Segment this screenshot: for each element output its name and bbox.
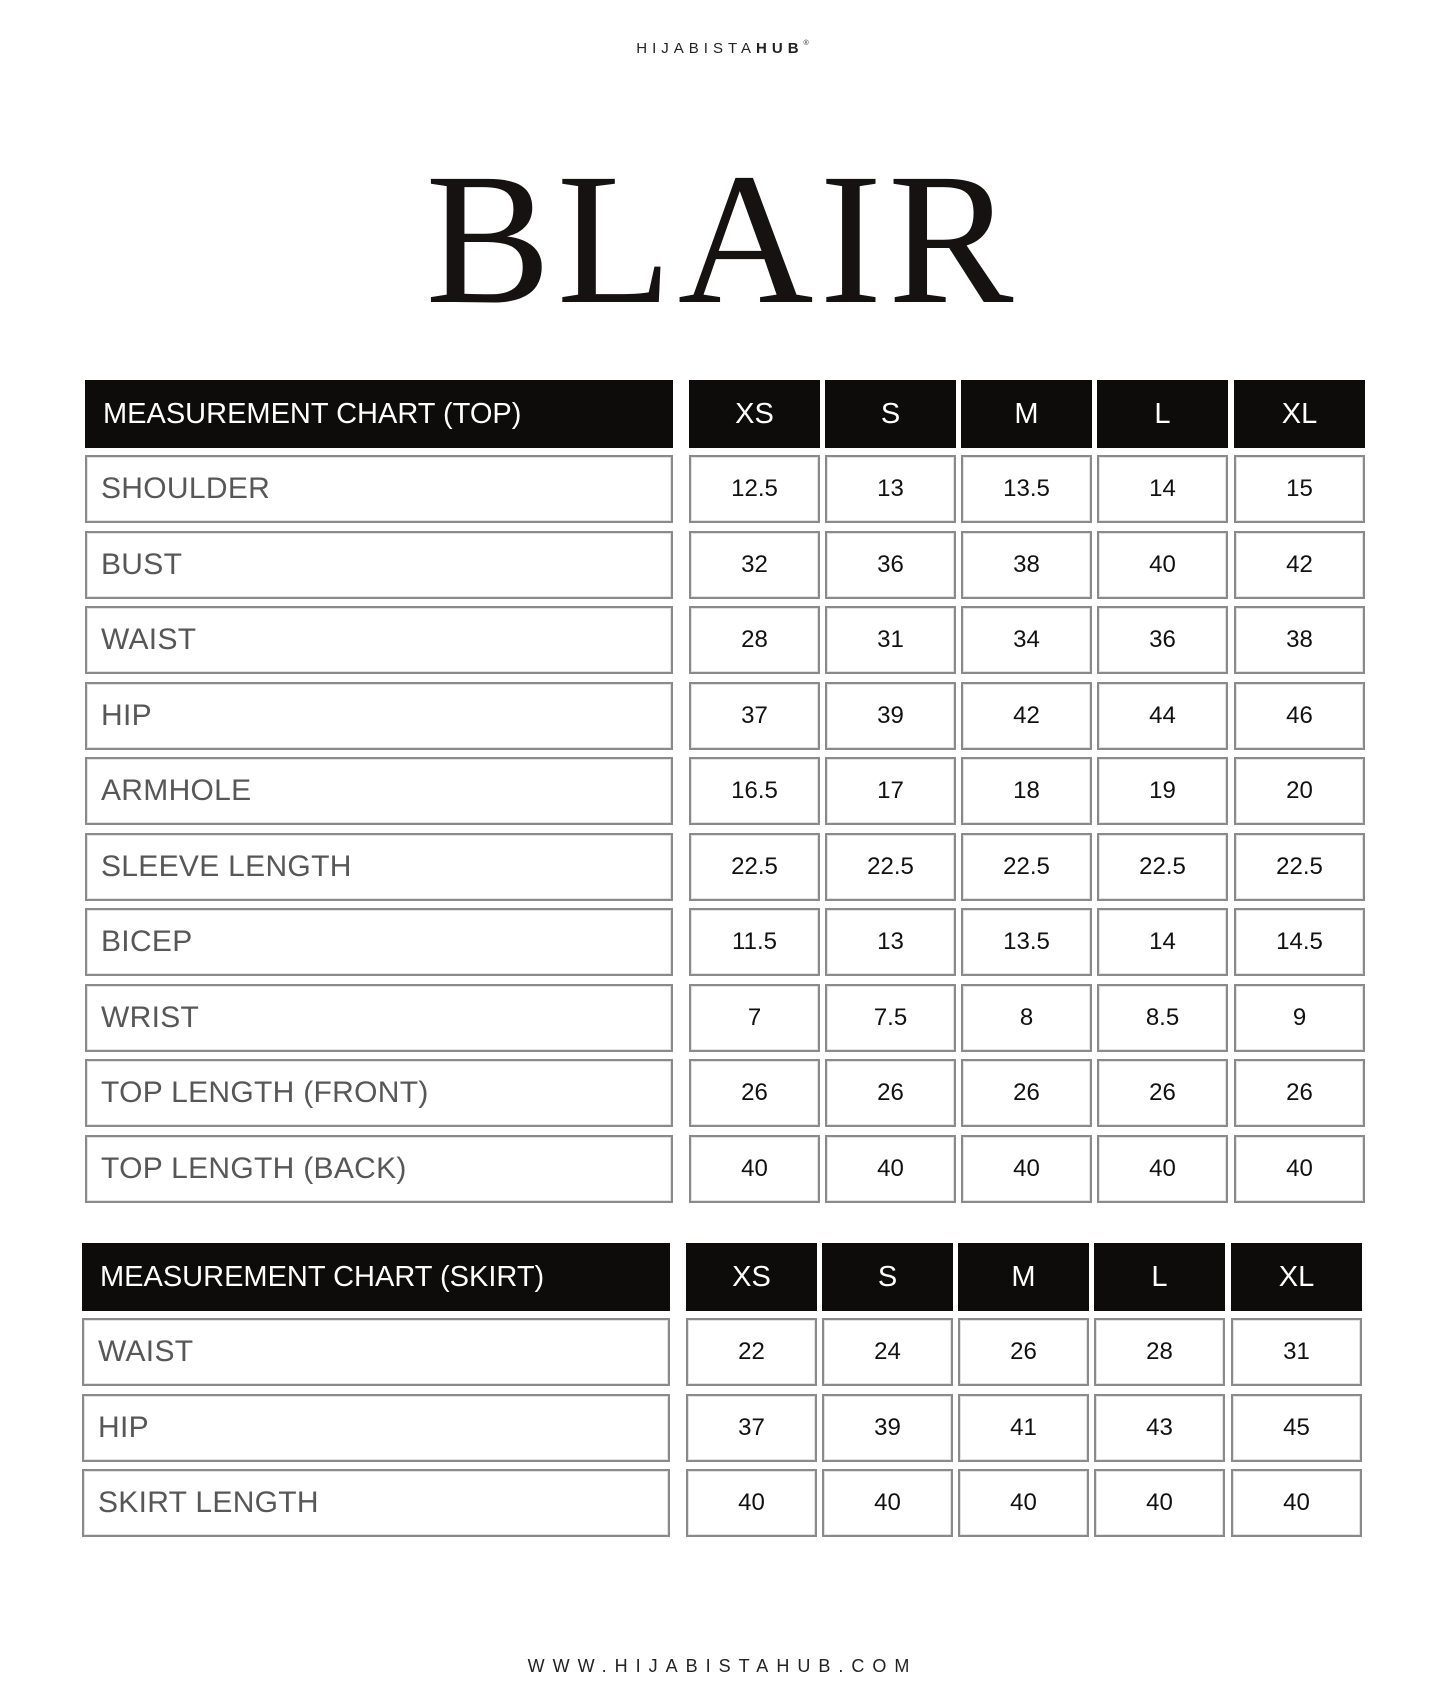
measurement-value-l: 40 xyxy=(1097,1135,1228,1203)
measurement-value-m: 22.5 xyxy=(961,833,1092,901)
measurement-value-l: 14 xyxy=(1097,455,1228,523)
measurement-value-l: 43 xyxy=(1094,1394,1225,1462)
measurement-label: SLEEVE LENGTH xyxy=(85,833,673,901)
top-chart-heading: MEASUREMENT CHART (TOP) xyxy=(85,380,673,448)
measurement-value-xl: 26 xyxy=(1234,1059,1365,1127)
measurement-value-s: 13 xyxy=(825,908,956,976)
size-header-l: L xyxy=(1097,380,1228,448)
measurement-value-xl: 15 xyxy=(1234,455,1365,523)
measurement-value-m: 18 xyxy=(961,757,1092,825)
measurement-value-l: 8.5 xyxy=(1097,984,1228,1052)
measurement-value-xl: 42 xyxy=(1234,531,1365,599)
measurement-value-s: 36 xyxy=(825,531,956,599)
skirt-chart-heading: MEASUREMENT CHART (SKIRT) xyxy=(82,1243,670,1311)
measurement-value-xs: 11.5 xyxy=(689,908,820,976)
size-header-l: L xyxy=(1094,1243,1225,1311)
measurement-value-xl: 22.5 xyxy=(1234,833,1365,901)
size-header-s: S xyxy=(822,1243,953,1311)
website-url: WWW.HIJABISTAHUB.COM xyxy=(527,1656,918,1676)
size-header-m: M xyxy=(958,1243,1089,1311)
brand-name-light: HIJABISTA xyxy=(636,40,757,57)
measurement-value-m: 26 xyxy=(958,1318,1089,1386)
measurement-value-xl: 9 xyxy=(1234,984,1365,1052)
measurement-value-m: 41 xyxy=(958,1394,1089,1462)
measurement-value-xs: 26 xyxy=(689,1059,820,1127)
measurement-value-s: 22.5 xyxy=(825,833,956,901)
product-title: BLAIR xyxy=(425,134,1020,343)
measurement-value-s: 13 xyxy=(825,455,956,523)
measurement-value-m: 8 xyxy=(961,984,1092,1052)
measurement-value-xl: 38 xyxy=(1234,606,1365,674)
skirt-measurement-table xyxy=(82,1243,1362,1547)
measurement-value-l: 22.5 xyxy=(1097,833,1228,901)
measurement-label: WAIST xyxy=(82,1318,670,1386)
measurement-value-l: 44 xyxy=(1097,682,1228,750)
measurement-value-s: 39 xyxy=(825,682,956,750)
measurement-value-l: 40 xyxy=(1094,1469,1225,1537)
measurement-value-m: 13.5 xyxy=(961,455,1092,523)
measurement-value-xs: 40 xyxy=(686,1469,817,1537)
measurement-value-xl: 31 xyxy=(1231,1318,1362,1386)
size-header-xs: XS xyxy=(689,380,820,448)
measurement-value-xs: 32 xyxy=(689,531,820,599)
measurement-label: HIP xyxy=(85,682,673,750)
measurement-value-s: 39 xyxy=(822,1394,953,1462)
size-header-m: M xyxy=(961,380,1092,448)
measurement-value-s: 17 xyxy=(825,757,956,825)
measurement-value-xs: 22 xyxy=(686,1318,817,1386)
measurement-value-xs: 37 xyxy=(686,1394,817,1462)
measurement-value-s: 40 xyxy=(825,1135,956,1203)
measurement-value-xl: 14.5 xyxy=(1234,908,1365,976)
measurement-value-xs: 40 xyxy=(689,1135,820,1203)
measurement-value-xs: 28 xyxy=(689,606,820,674)
measurement-label: BUST xyxy=(85,531,673,599)
measurement-value-xl: 20 xyxy=(1234,757,1365,825)
registered-mark: ® xyxy=(803,40,809,47)
measurement-label: HIP xyxy=(82,1394,670,1462)
measurement-value-xl: 40 xyxy=(1231,1469,1362,1537)
measurement-value-m: 26 xyxy=(961,1059,1092,1127)
size-header-xs: XS xyxy=(686,1243,817,1311)
measurement-value-m: 42 xyxy=(961,682,1092,750)
measurement-value-s: 24 xyxy=(822,1318,953,1386)
measurement-value-s: 7.5 xyxy=(825,984,956,1052)
measurement-value-s: 31 xyxy=(825,606,956,674)
measurement-value-l: 14 xyxy=(1097,908,1228,976)
measurement-value-m: 34 xyxy=(961,606,1092,674)
measurement-value-m: 13.5 xyxy=(961,908,1092,976)
measurement-value-xs: 22.5 xyxy=(689,833,820,901)
measurement-value-m: 40 xyxy=(961,1135,1092,1203)
measurement-value-m: 38 xyxy=(961,531,1092,599)
measurement-label: TOP LENGTH (FRONT) xyxy=(85,1059,673,1127)
measurement-label: SKIRT LENGTH xyxy=(82,1469,670,1537)
top-measurement-table xyxy=(85,380,1365,1202)
size-header-xl: XL xyxy=(1231,1243,1362,1311)
measurement-label: SHOULDER xyxy=(85,455,673,523)
measurement-value-xl: 46 xyxy=(1234,682,1365,750)
measurement-value-xl: 45 xyxy=(1231,1394,1362,1462)
size-header-xl: XL xyxy=(1234,380,1365,448)
measurement-value-l: 19 xyxy=(1097,757,1228,825)
measurement-value-l: 36 xyxy=(1097,606,1228,674)
measurement-label: ARMHOLE xyxy=(85,757,673,825)
measurement-label: WRIST xyxy=(85,984,673,1052)
measurement-value-s: 26 xyxy=(825,1059,956,1127)
measurement-label: TOP LENGTH (BACK) xyxy=(85,1135,673,1203)
measurement-value-m: 40 xyxy=(958,1469,1089,1537)
size-header-s: S xyxy=(825,380,956,448)
measurement-value-xs: 12.5 xyxy=(689,455,820,523)
brand-logo xyxy=(0,40,1445,57)
measurement-label: BICEP xyxy=(85,908,673,976)
measurement-value-l: 28 xyxy=(1094,1318,1225,1386)
measurement-value-xs: 37 xyxy=(689,682,820,750)
measurement-value-l: 40 xyxy=(1097,531,1228,599)
measurement-label: WAIST xyxy=(85,606,673,674)
measurement-value-xs: 16.5 xyxy=(689,757,820,825)
measurement-value-xl: 40 xyxy=(1234,1135,1365,1203)
measurement-value-l: 26 xyxy=(1097,1059,1228,1127)
brand-name-bold: HUB xyxy=(756,40,804,57)
measurement-value-s: 40 xyxy=(822,1469,953,1537)
measurement-value-xs: 7 xyxy=(689,984,820,1052)
